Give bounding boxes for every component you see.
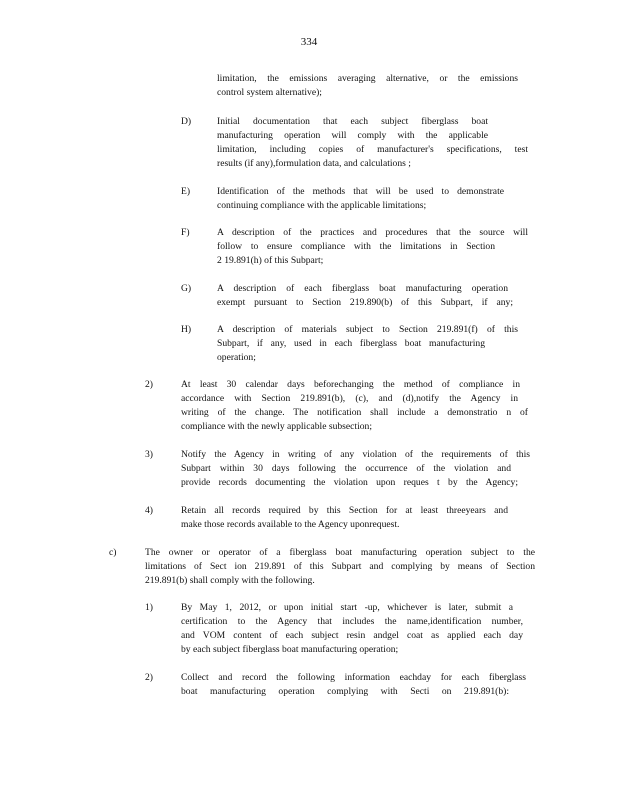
text-line: A description of the practices and procedures that the source will — [217, 227, 528, 238]
text-line: limitations of Sect ion 219.891 of this Subpart and complying by means of Section — [145, 561, 535, 572]
item-2-text — [181, 378, 528, 434]
item-label-2: 2) — [145, 379, 153, 390]
text-line: exempt pursuant to Section 219.890(b) of this Subpart, if any; — [217, 297, 513, 308]
item-label-3: 3) — [145, 449, 153, 460]
item-label-e: E) — [181, 186, 191, 197]
text-line: certification to the Agency that includes the name,identification number, — [181, 616, 523, 627]
text-line: Notify the Agency in writing of any violation of the requirements of this — [181, 449, 530, 460]
text-line: limitation, including copies of manufacturer's specifications, test — [217, 144, 528, 155]
item-c2-text — [181, 671, 526, 699]
item-e-text — [217, 185, 504, 213]
item-label-h: H) — [181, 324, 192, 335]
item-4-text — [181, 504, 508, 532]
text-line: Retain all records required by this Section for at least threeyears and — [181, 505, 508, 516]
item-c1-text — [181, 601, 523, 657]
item-label-g: G) — [181, 283, 192, 294]
text-line: Identification of the methods that will be used to demonstrate — [217, 186, 504, 197]
item-label-4: 4) — [145, 505, 153, 516]
item-label-f: F) — [181, 227, 190, 238]
item-label-c2: 2) — [145, 672, 153, 683]
text-line: 219.891(b) shall comply with the following. — [145, 575, 315, 586]
text-line: Initial documentation that each subject fiberglass boat — [217, 116, 488, 127]
text-line: compliance with the newly applicable subsection; — [181, 421, 373, 432]
item-label-1: 1) — [145, 602, 153, 613]
text-line: At least 30 calendar days beforechanging the method of compliance in — [181, 379, 520, 390]
text-line: provide records documenting the violation upon reques t by the Agency; — [181, 477, 518, 488]
text-line: 2 19.891(h) of this Subpart; — [217, 255, 324, 266]
item-g-text — [217, 282, 513, 310]
item-3-text — [181, 448, 530, 490]
text-line: A description of materials subject to Section 219.891(f) of this — [217, 324, 518, 335]
section-label-c: c) — [109, 547, 117, 558]
text-line: follow to ensure compliance with the limitations in Section — [217, 241, 495, 252]
text-line: A description of each fiberglass boat manufacturing operation — [217, 283, 508, 294]
section-c-text — [145, 546, 535, 588]
text-line: accordance with Section 219.891(b), (c), and (d),notify the Agency in — [181, 393, 518, 404]
text-line: by each subject fiberglass boat manufacturing operation; — [181, 644, 399, 655]
page-number: 334 — [300, 36, 318, 48]
text-line: Collect and record the following information eachday for each fiberglass — [181, 672, 526, 683]
item-h-text — [217, 323, 518, 365]
item-d-text — [217, 115, 528, 171]
text-line: and VOM content of each subject resin andgel coat as applied each day — [181, 630, 523, 641]
item-label-d: D) — [181, 116, 192, 127]
text-line: continuing compliance with the applicable limitations; — [217, 200, 427, 211]
text-line: manufacturing operation will comply with the applicable — [217, 130, 488, 141]
text-line: control system alternative); — [217, 87, 322, 98]
text-line: Subpart, if any, used in each fiberglass boat manufacturing — [217, 338, 485, 349]
continuation-text — [217, 72, 518, 100]
text-line: Subpart within 30 days following the occurrence of the violation and — [181, 463, 511, 474]
text-line: make those records available to the Agency uponrequest. — [181, 519, 400, 530]
text-line: The owner or operator of a fiberglass boat manufacturing operation subject to the — [145, 547, 535, 558]
item-f-text — [217, 226, 528, 268]
text-line: boat manufacturing operation complying with Secti on 219.891(b): — [181, 686, 509, 697]
text-line: results (if any),formulation data, and calculations ; — [217, 158, 411, 169]
text-line: By May 1, 2012, or upon initial start -up, whichever is later, submit a — [181, 602, 513, 613]
text-line: limitation, the emissions averaging alternative, or the emissions — [217, 73, 518, 84]
text-line: writing of the change. The notification shall include a demonstratio n of — [181, 407, 528, 418]
text-line: operation; — [217, 352, 256, 363]
